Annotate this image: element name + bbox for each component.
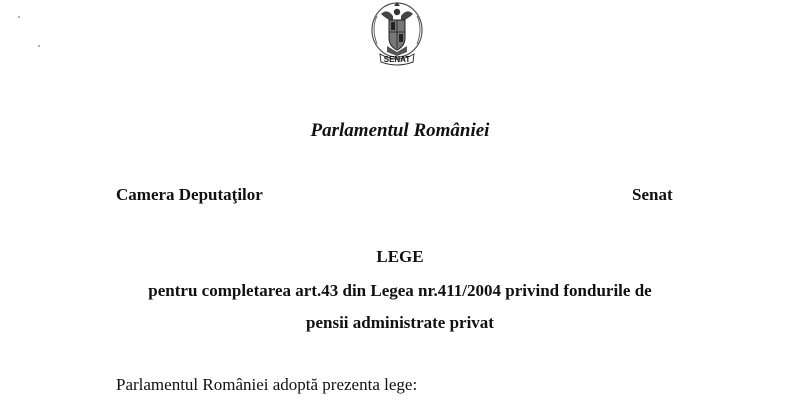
law-title-line-1: pentru completarea art.43 din Legea nr.411/2004 privind fondurile de (148, 281, 652, 300)
law-title-line-2: pensii administrate privat (306, 313, 494, 332)
romanian-coat-of-arms-icon (367, 0, 427, 68)
senate-label: Senat (632, 185, 673, 204)
emblem-label: SENAT (383, 55, 411, 64)
scan-speck (18, 16, 20, 18)
parliament-title: Parlamentul României (310, 120, 490, 141)
adoption-statement: Parlamentul României adoptă prezenta lege: (116, 375, 418, 394)
law-heading: LEGE (376, 247, 424, 266)
chamber-deputies-label: Camera Deputaţilor (116, 185, 263, 204)
scan-speck (38, 45, 40, 47)
